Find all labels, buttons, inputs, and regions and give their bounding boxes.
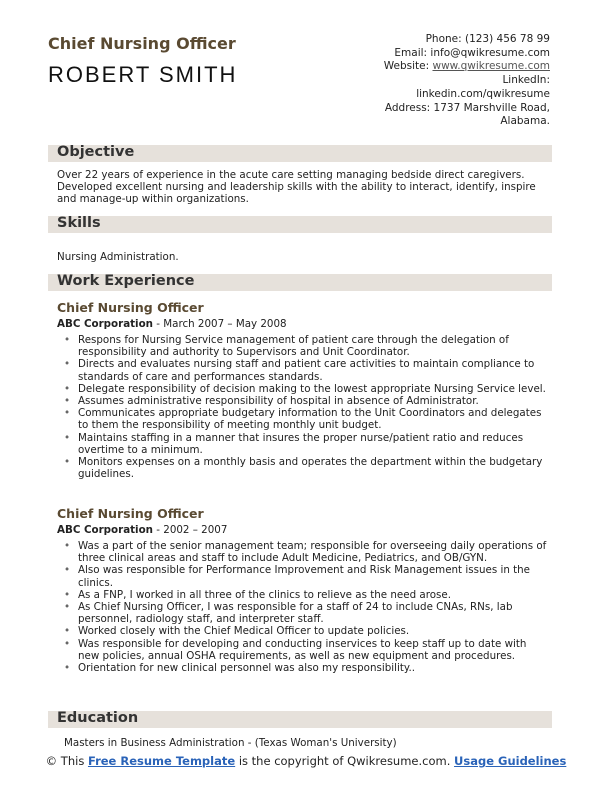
list-item: • Respons for Nursing Service management of patient care through the delegation of responsibility and authority to Supervisors and Unit Coordinator. [64,334,548,358]
footer-middle: is the copyright of Qwikresume.com. [235,754,455,768]
contact-address-line2: Alabama. [500,115,550,128]
contact-linkedin-value: linkedin.com/qwikresume [416,87,550,100]
job-title: Chief Nursing Officer [57,506,204,521]
list-item: • Delegate responsibility of decision making to the lowest appropriate Nursing Service level. [64,383,548,395]
usage-guidelines-link[interactable]: Usage Guidelines [454,754,567,768]
company-name: ABC Corporation [57,524,153,536]
free-resume-template-link[interactable]: Free Resume Template [87,754,236,768]
list-item: • Assumes administrative responsibility of hospital in absence of Administrator. [64,395,548,407]
skills-text: Nursing Administration. [57,251,179,263]
list-item: • Communicates appropriate budgetary information to the Unit Coordinators and delegates to them the responsibility of meeting monthly unit budget. [64,407,548,431]
job-bullets [64,334,548,480]
section-title-education: Education [57,710,139,726]
contact-address-line1: Address: 1737 Marshville Road, [384,101,550,114]
section-header-skills [48,216,552,233]
section-title-skills: Skills [57,215,101,231]
section-header-work-experience [48,274,552,291]
job-company-dates [57,524,227,536]
footer-prefix: © This [45,754,88,768]
list-item: • Monitors expenses on a monthly basis and operates the department within the budgetary guidelines. [64,456,548,480]
job-title: Chief Nursing Officer [57,300,204,315]
contact-website-label: Website: [383,60,433,73]
contact-phone: Phone: (123) 456 78 99 [425,33,550,45]
job-company-dates [57,318,287,330]
section-title-work-experience: Work Experience [57,273,195,289]
list-item: • Also was responsible for Performance Improvement and Risk Management issues in the clinics. [64,564,548,588]
list-item: • Was responsible for developing and conducting inservices to keep staff up to date with new policies, annual OSHA requirements, as well as new equipment and procedures. [64,638,548,662]
list-item: • Orientation for new clinical personnel was also my responsibility.. [64,662,548,674]
list-item: • Worked closely with the Chief Medical Officer to update policies. [64,625,548,637]
contact-website [384,60,550,74]
list-item: • Was a part of the senior management team; responsible for overseeing daily operations of three clinical areas and staff to include Adult Medicine, Pediatrics, and OB/GYN. [64,540,548,564]
section-header-objective [48,145,552,162]
list-item: • As Chief Nursing Officer, I was responsible for a staff of 24 to include CNAs, RNs, lab personnel, radiology staff, and interpreter staff. [64,601,548,625]
website-link[interactable]: www.qwikresume.com [432,60,550,73]
copyright-footer [0,755,612,768]
job-dates: - March 2007 – May 2008 [153,318,287,330]
section-title-objective: Objective [57,144,135,160]
company-name: ABC Corporation [57,318,153,330]
contact-block [384,33,550,129]
objective-text: Over 22 years of experience in the acute care setting managing bedside direct caregivers. Developed excellent nursing and leadership skills with the ability to interact, identify, inspire and manage-up within organizations. [57,169,536,206]
section-header-education [48,711,552,728]
contact-email: Email: info@qwikresume.com [394,46,550,59]
candidate-name: ROBERT SMITH [48,62,238,87]
resume-job-title: Chief Nursing Officer [48,34,236,53]
job-dates: - 2002 – 2007 [153,524,228,536]
contact-linkedin-label: LinkedIn: [502,74,550,87]
list-item: • Directs and evaluates nursing staff and patient care activities to maintain compliance to standards of care and performances standards. [64,358,548,382]
education-text: Masters in Business Administration - (Texas Woman's University) [64,737,397,749]
list-item: • Maintains staffing in a manner that insures the proper nurse/patient ratio and reduces overtime to a minimum. [64,432,548,456]
list-item: • As a FNP, I worked in all three of the clinics to relieve as the need arose. [64,589,548,601]
job-bullets [64,540,548,674]
